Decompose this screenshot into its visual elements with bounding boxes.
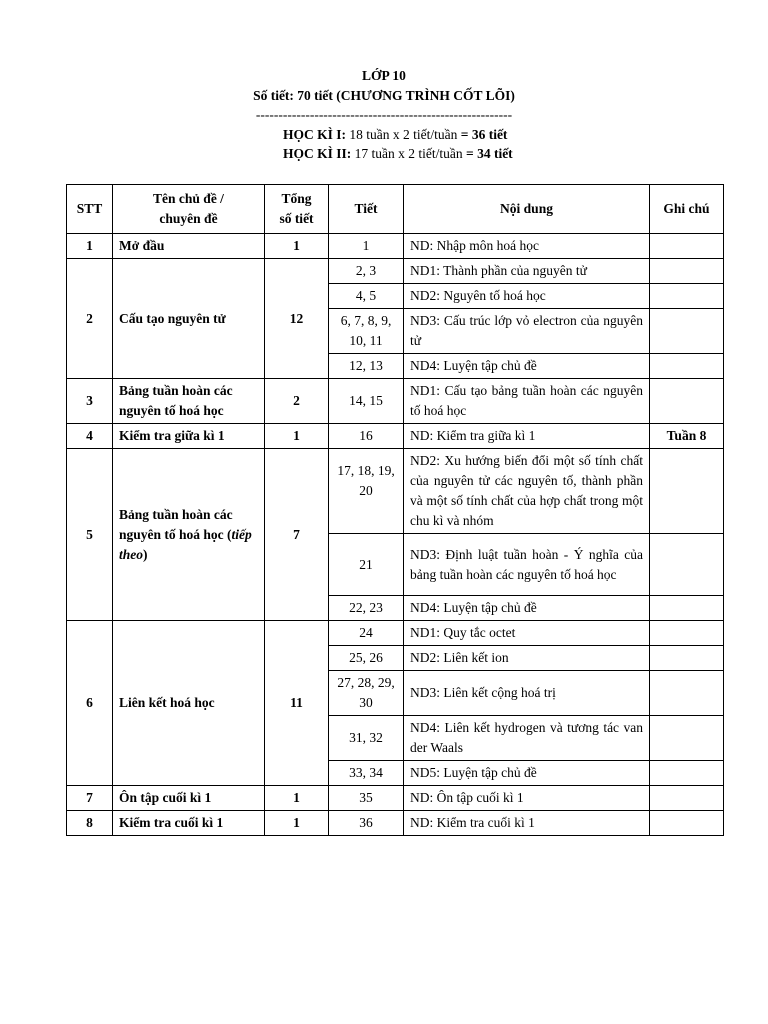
document-header bbox=[0, 66, 768, 164]
col-header-topic-line2: chuyên đề bbox=[159, 211, 218, 226]
period-cell: 16 bbox=[329, 424, 404, 449]
total-cell: 1 bbox=[265, 811, 329, 836]
period-cell: 36 bbox=[329, 811, 404, 836]
col-header-topic-line1: Tên chủ đề / bbox=[153, 191, 224, 206]
header-divider: --------------------------------------------------------- bbox=[255, 107, 513, 122]
semester-2-line bbox=[0, 144, 768, 164]
note-cell bbox=[650, 284, 724, 309]
col-header-total-line1: Tổng bbox=[281, 191, 312, 206]
col-header-total-line2: số tiết bbox=[279, 211, 314, 226]
table-row bbox=[67, 811, 724, 836]
topic-cell: Liên kết hoá học bbox=[113, 621, 265, 786]
content-cell: ND1: Cấu tạo bảng tuần hoàn các nguyên tố hoá học bbox=[404, 379, 650, 424]
stt-cell: 6 bbox=[67, 621, 113, 786]
note-cell bbox=[650, 534, 724, 596]
topic-cell: Kiểm tra cuối kì 1 bbox=[113, 811, 265, 836]
period-cell: 2, 3 bbox=[329, 259, 404, 284]
semester-2-total: = 34 tiết bbox=[466, 146, 513, 161]
note-cell bbox=[650, 449, 724, 534]
table-row bbox=[67, 234, 724, 259]
content-cell: ND1: Thành phần của nguyên tử bbox=[404, 259, 650, 284]
period-cell: 4, 5 bbox=[329, 284, 404, 309]
topic-cell: Kiểm tra giữa kì 1 bbox=[113, 424, 265, 449]
table-row bbox=[67, 621, 724, 646]
total-cell: 1 bbox=[265, 234, 329, 259]
total-cell: 2 bbox=[265, 379, 329, 424]
period-cell: 31, 32 bbox=[329, 716, 404, 761]
stt-cell: 4 bbox=[67, 424, 113, 449]
note-cell bbox=[650, 811, 724, 836]
stt-cell: 3 bbox=[67, 379, 113, 424]
period-cell: 27, 28, 29, 30 bbox=[329, 671, 404, 716]
semester-2-formula: 17 tuần x 2 tiết/tuần bbox=[351, 146, 466, 161]
semester-1-formula: 18 tuần x 2 tiết/tuần bbox=[346, 126, 461, 142]
topic-cell: Cấu tạo nguyên tử bbox=[113, 259, 265, 379]
content-cell: ND4: Liên kết hydrogen và tương tác van der Waals bbox=[404, 716, 650, 761]
content-cell: ND2: Liên kết ion bbox=[404, 646, 650, 671]
content-cell: ND: Kiểm tra giữa kì 1 bbox=[404, 424, 650, 449]
topic-cell: Mở đầu bbox=[113, 234, 265, 259]
stt-cell: 7 bbox=[67, 786, 113, 811]
semester-2-label: HỌC KÌ II: bbox=[283, 146, 352, 161]
semester-1-total: = 36 tiết bbox=[460, 126, 508, 142]
table-header-row bbox=[67, 185, 724, 234]
period-cell: 24 bbox=[329, 621, 404, 646]
total-cell: 12 bbox=[265, 259, 329, 379]
semester-1-label: HỌC KÌ I: bbox=[283, 126, 347, 142]
content-cell: ND5: Luyện tập chủ đề bbox=[404, 761, 650, 786]
content-cell: ND4: Luyện tập chủ đề bbox=[404, 596, 650, 621]
note-cell bbox=[650, 379, 724, 424]
note-cell bbox=[650, 646, 724, 671]
content-cell: ND4: Luyện tập chủ đề bbox=[404, 354, 650, 379]
table-row bbox=[67, 424, 724, 449]
period-cell: 12, 13 bbox=[329, 354, 404, 379]
note-cell bbox=[650, 786, 724, 811]
period-cell: 1 bbox=[329, 234, 404, 259]
total-cell: 1 bbox=[265, 424, 329, 449]
content-cell: ND: Ôn tập cuối kì 1 bbox=[404, 786, 650, 811]
content-cell: ND1: Quy tắc octet bbox=[404, 621, 650, 646]
total-cell: 11 bbox=[265, 621, 329, 786]
content-cell: ND2: Nguyên tố hoá học bbox=[404, 284, 650, 309]
note-cell bbox=[650, 596, 724, 621]
stt-cell: 5 bbox=[67, 449, 113, 621]
stt-cell: 2 bbox=[67, 259, 113, 379]
table-row bbox=[67, 259, 724, 284]
table-row bbox=[67, 449, 724, 534]
period-cell: 33, 34 bbox=[329, 761, 404, 786]
topic-text: Bảng tuần hoàn các nguyên tố hoá học bbox=[119, 506, 233, 542]
content-cell: ND3: Định luật tuần hoàn - Ý nghĩa của bảng tuần hoàn các nguyên tố hoá học bbox=[404, 534, 650, 596]
total-periods-line: Số tiết: 70 tiết (CHƯƠNG TRÌNH CỐT LÕI) bbox=[253, 87, 515, 103]
period-cell: 6, 7, 8, 9, 10, 11 bbox=[329, 309, 404, 354]
note-cell bbox=[650, 309, 724, 354]
total-cell: 1 bbox=[265, 786, 329, 811]
total-cell: 7 bbox=[265, 449, 329, 621]
semester-1-line bbox=[0, 125, 768, 145]
class-title: LỚP 10 bbox=[362, 68, 406, 83]
topic-paren-close: ) bbox=[143, 546, 148, 562]
col-header-period: Tiết bbox=[329, 185, 404, 234]
topic-continued-note: tiếp theo bbox=[119, 526, 252, 562]
content-cell: ND: Nhập môn hoá học bbox=[404, 234, 650, 259]
note-cell bbox=[650, 621, 724, 646]
note-cell: Tuần 8 bbox=[650, 424, 724, 449]
table-row bbox=[67, 379, 724, 424]
note-cell bbox=[650, 234, 724, 259]
period-cell: 25, 26 bbox=[329, 646, 404, 671]
note-cell bbox=[650, 761, 724, 786]
col-header-note: Ghi chú bbox=[650, 185, 724, 234]
stt-cell: 1 bbox=[67, 234, 113, 259]
col-header-total bbox=[265, 185, 329, 234]
note-cell bbox=[650, 354, 724, 379]
content-cell: ND3: Liên kết cộng hoá trị bbox=[404, 671, 650, 716]
topic-cell bbox=[113, 449, 265, 621]
curriculum-table bbox=[66, 184, 724, 836]
note-cell bbox=[650, 716, 724, 761]
period-cell: 17, 18, 19, 20 bbox=[329, 449, 404, 534]
col-header-content: Nội dung bbox=[404, 185, 650, 234]
content-cell: ND: Kiểm tra cuối kì 1 bbox=[404, 811, 650, 836]
note-cell bbox=[650, 259, 724, 284]
period-cell: 22, 23 bbox=[329, 596, 404, 621]
col-header-stt: STT bbox=[67, 185, 113, 234]
topic-paren-open: ( bbox=[223, 526, 232, 542]
content-cell: ND2: Xu hướng biến đổi một số tính chất của nguyên tử các nguyên tố, thành phần và một số tính chất của hợp chất trong một chu kì và nhóm bbox=[404, 449, 650, 534]
period-cell: 21 bbox=[329, 534, 404, 596]
period-cell: 35 bbox=[329, 786, 404, 811]
col-header-topic bbox=[113, 185, 265, 234]
topic-cell: Bảng tuần hoàn các nguyên tố hoá học bbox=[113, 379, 265, 424]
note-cell bbox=[650, 671, 724, 716]
table-row bbox=[67, 786, 724, 811]
stt-cell: 8 bbox=[67, 811, 113, 836]
period-cell: 14, 15 bbox=[329, 379, 404, 424]
content-cell: ND3: Cấu trúc lớp vỏ electron của nguyên tử bbox=[404, 309, 650, 354]
topic-cell: Ôn tập cuối kì 1 bbox=[113, 786, 265, 811]
